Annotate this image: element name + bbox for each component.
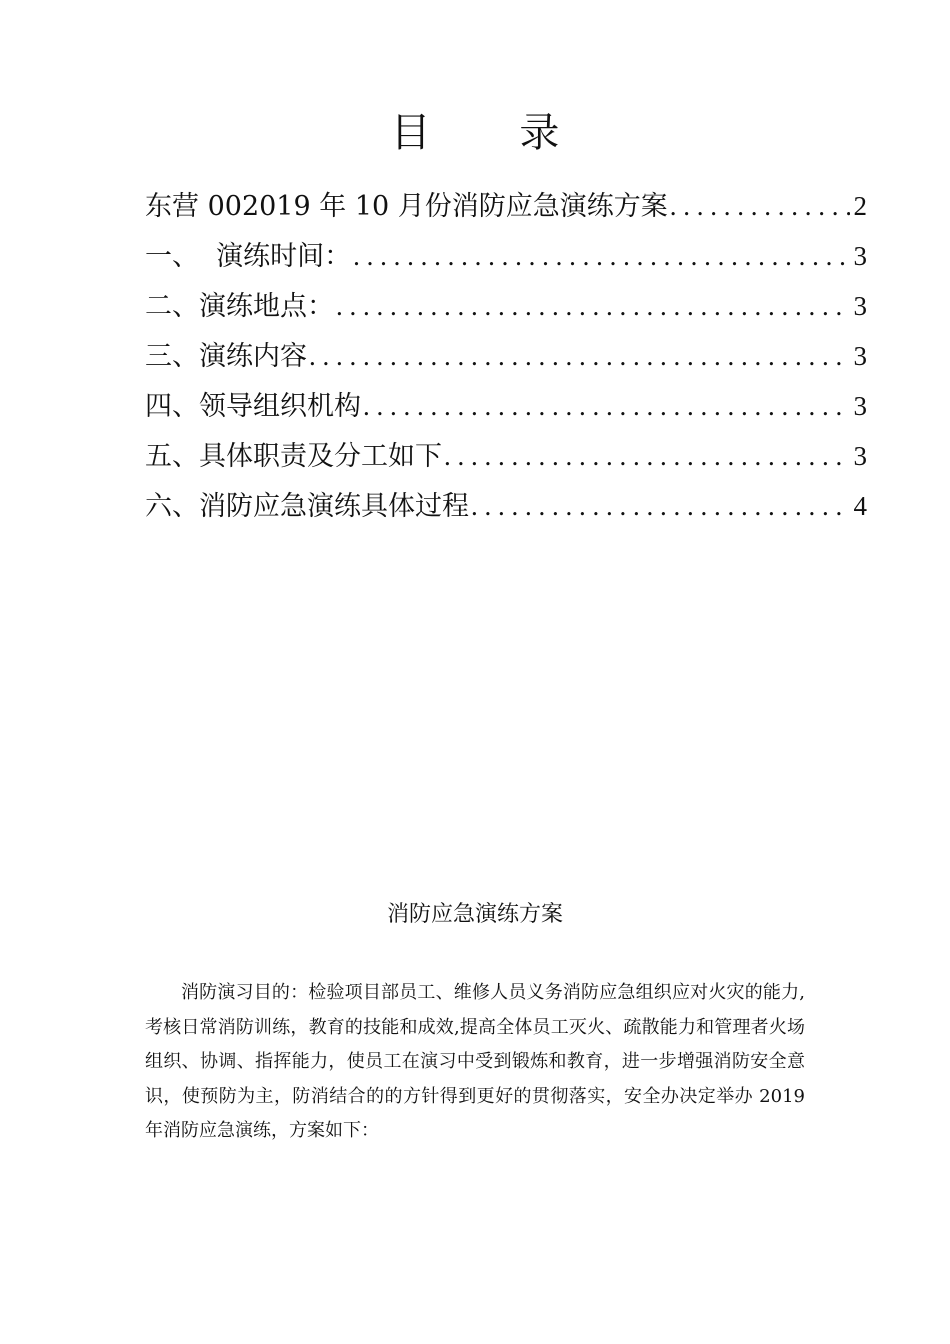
toc-entry[interactable] — [145, 234, 867, 284]
toc-page-number: 4 — [853, 491, 867, 521]
toc-dot-leader — [351, 234, 849, 278]
toc-dot-leader — [334, 284, 850, 328]
toc-entry-text: 五、具体职责及分工如下 — [145, 441, 442, 472]
toc-entry-text: 六、消防应急演练具体过程 — [145, 491, 469, 522]
toc-entry-text: 东营 002019 年 10 月份消防应急演练方案 — [145, 191, 668, 222]
toc-page-number: 3 — [853, 441, 867, 471]
toc-entry[interactable] — [145, 484, 867, 534]
toc-dot-leader — [469, 484, 850, 528]
toc-title: 目 录 — [390, 110, 598, 156]
toc-entry[interactable] — [145, 334, 867, 384]
toc-entry[interactable] — [145, 384, 867, 434]
toc-page-number: 3 — [853, 391, 867, 421]
toc-page-number: 3 — [853, 341, 867, 371]
toc-entry-text: 二、演练地点： — [145, 291, 334, 322]
toc-entry[interactable] — [145, 184, 867, 234]
toc-dot-leader — [668, 184, 850, 228]
toc-dot-leader — [361, 384, 850, 428]
toc-entry[interactable] — [145, 434, 867, 484]
toc-entry-text: 四、领导组织机构 — [145, 391, 361, 422]
toc-page-number: 3 — [853, 291, 867, 321]
toc-dot-leader — [442, 434, 850, 478]
table-of-contents — [145, 184, 867, 534]
section-heading: 消防应急演练方案 — [386, 902, 563, 927]
toc-entry-text: 一、 演练时间： — [145, 241, 352, 272]
toc-entry-text: 三、演练内容 — [145, 341, 307, 372]
toc-entry[interactable] — [145, 284, 867, 334]
intro-paragraph: 消防演习目的：检验项目部员工、维修人员义务消防应急组织应对火灾的能力,考核日常消防训练，教育的技能和成效,提高全体员工灭火、疏散能力和管理者火场组织、协调、指挥能力，使员工在演习中受到锻炼和教育，进一步增强消防安全意识，使预防为主，防消结合的的方针得到更好的贯彻落实，安全办决定举办 2019 年消防应急演练，方案如下： — [145, 982, 805, 1141]
toc-page-number: 3 — [853, 241, 867, 271]
toc-page-number: 2 — [853, 191, 867, 221]
toc-dot-leader — [307, 334, 850, 378]
